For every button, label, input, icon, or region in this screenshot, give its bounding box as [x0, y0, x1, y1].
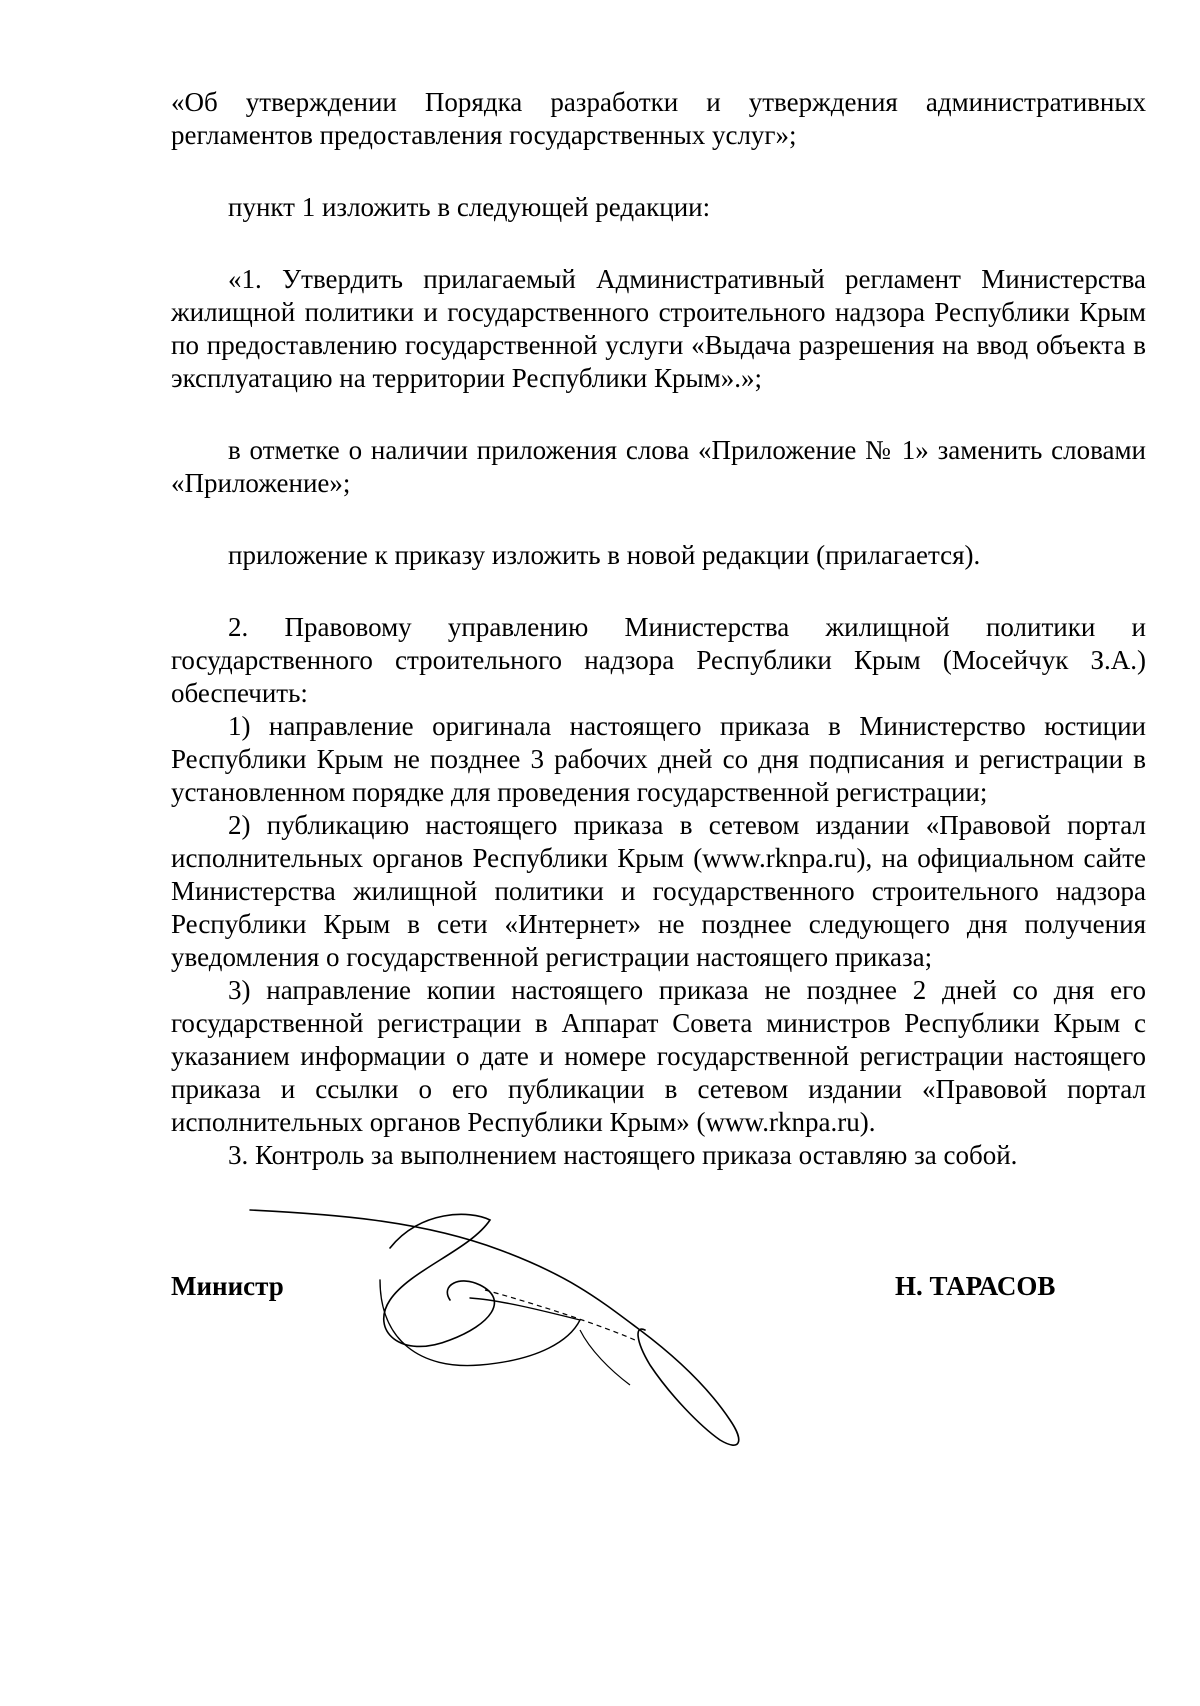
paragraph-item-2-2: 2) публикацию настоящего приказа в сетевом издании «Правовой портал исполнительных органов Республики Крым (www.rknpa.ru), на официальном сайте Министерства жилищной политики и государственного строительного надзора Республики Крым в сети «Интернет» не позднее следующего дня получения уведомления о государственной регистрации настоящего приказа; — [171, 810, 1146, 972]
paragraph-item-2-1: 1) направление оригинала настоящего приказа в Министерство юстиции Республики Крым не позднее 3 рабочих дней со дня подписания и регистрации в установленном порядке для проведения государственной регистрации; — [171, 711, 1146, 807]
paragraph-clause-1: «1. Утвердить прилагаемый Административный регламент Министерства жилищной политики и государственного строительного надзора Республики Крым по предоставлению государственной услуги «Выдача разрешения на ввод объекта в эксплуатацию на территории Республики Крым».»; — [171, 264, 1146, 393]
paragraph-item-2: 2. Правовому управлению Министерства жилищной политики и государственного строительного надзора Республики Крым (Мосейчук З.А.) обеспечить: — [171, 612, 1146, 708]
paragraph-item-2-3: 3) направление копии настоящего приказа не позднее 2 дней со дня его государственной регистрации в Аппарат Совета министров Республики Крым с указанием информации о дате и номере государственной регистрации настоящего приказа и ссылки о его публикации в сетевом издании «Правовой портал исполнительных органов Республики Крым» (www.rknpa.ru). — [171, 975, 1146, 1137]
signatory-name: Н. ТАРАСОВ — [895, 1271, 1056, 1301]
signature-block — [0, 1190, 1200, 1490]
paragraph-clause-intro: пункт 1 изложить в следующей редакции: — [228, 192, 711, 222]
paragraph-item-3: 3. Контроль за выполнением настоящего приказа оставляю за собой. — [228, 1140, 1018, 1170]
document-body — [171, 86, 1146, 1172]
paragraph-annex-note: в отметке о наличии приложения слова «Приложение № 1» заменить словами «Приложение»; — [171, 435, 1146, 498]
handwritten-signature-icon — [240, 1190, 820, 1450]
signatory-title: Министр — [171, 1271, 284, 1301]
paragraph-title-continuation: «Об утверждении Порядка разработки и утверждения административных регламентов предоставления государственных услуг»; — [171, 87, 1146, 150]
paragraph-annex-edit: приложение к приказу изложить в новой редакции (прилагается). — [228, 540, 981, 570]
